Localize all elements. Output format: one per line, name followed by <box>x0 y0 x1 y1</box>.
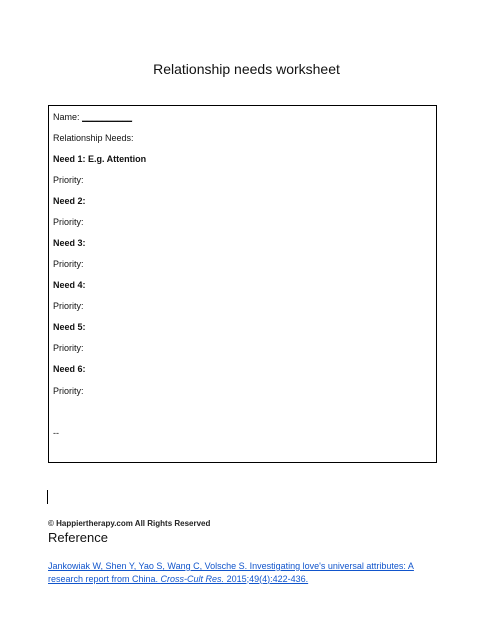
text-cursor <box>47 490 48 504</box>
copyright-notice: © Happiertherapy.com All Rights Reserved <box>48 519 211 528</box>
need-4-label: Need 4: <box>53 280 86 290</box>
need-3-label: Need 3: <box>53 238 86 248</box>
name-line <box>53 112 132 123</box>
worksheet-box <box>48 105 437 463</box>
page-title: Relationship needs worksheet <box>153 61 340 77</box>
name-label: Name: <box>53 112 80 122</box>
reference-heading: Reference <box>48 530 108 545</box>
priority-1-label: Priority: <box>53 175 84 185</box>
priority-5-label: Priority: <box>53 343 84 353</box>
reference-issue[interactable]: 2015;49(4):422-436. <box>224 573 309 584</box>
need-5-label: Need 5: <box>53 322 86 332</box>
end-mark: -- <box>53 428 59 438</box>
reference-journal[interactable]: Cross-Cult Res. <box>160 573 225 584</box>
priority-4-label: Priority: <box>53 301 84 311</box>
need-2-label: Need 2: <box>53 196 86 206</box>
need-6-label: Need 6: <box>53 364 86 374</box>
section-label: Relationship Needs: <box>53 133 134 143</box>
reference-citation-text[interactable]: Jankowiak W, Shen Y, Yao S, Wang C, Volsche S. Investigating love's universal attributes: A research report from China. <box>48 561 414 584</box>
reference-link[interactable] <box>48 560 438 585</box>
priority-6-label: Priority: <box>53 386 84 396</box>
name-blank-field[interactable]: __________ <box>82 112 133 122</box>
priority-2-label: Priority: <box>53 217 84 227</box>
priority-3-label: Priority: <box>53 259 84 269</box>
need-1-label: Need 1: E.g. Attention <box>53 154 147 164</box>
